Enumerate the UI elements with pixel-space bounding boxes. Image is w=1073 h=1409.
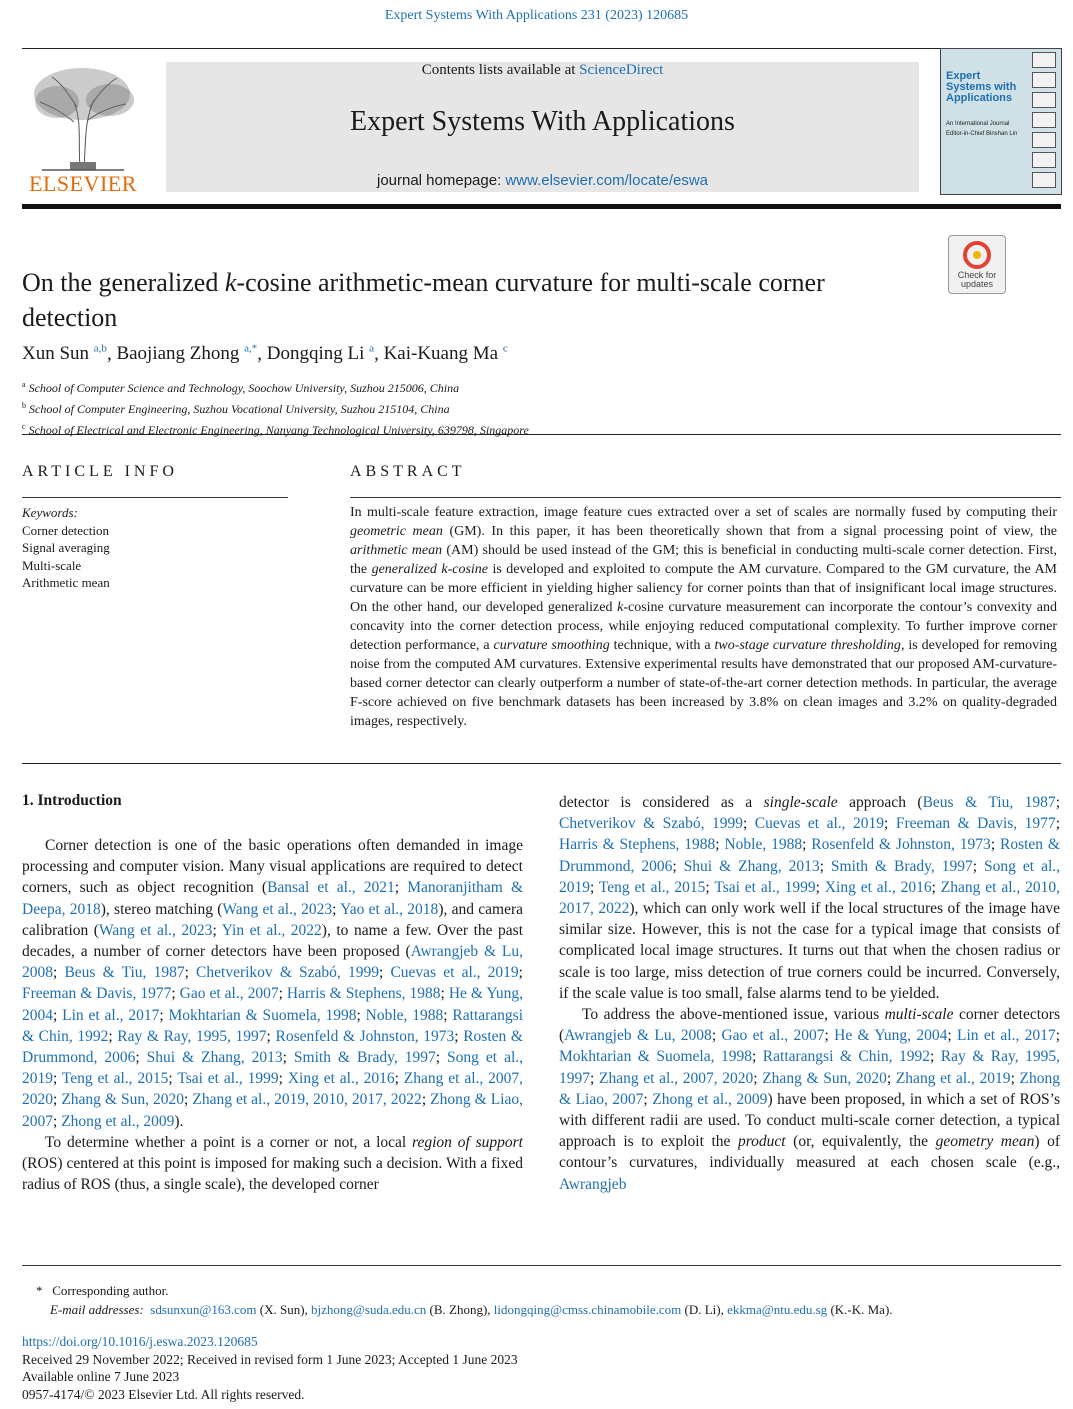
citation-link[interactable]: Lin et al., 2017	[956, 1027, 1056, 1045]
citation-link[interactable]: Zhong et al., 2009	[652, 1090, 768, 1108]
citation-link[interactable]: Song et al., 2019	[22, 1049, 524, 1088]
affiliation: $^a$ School of Computer Science and Technology, Soochow University, Suzhou 215006, China	[22, 380, 460, 395]
paragraph: To address the above-mentioned issue, various multi-scale corner detectors (Awrangjeb & Lu, 2008; Gao et al., 2007; He & Yung, 2004; Lin et al., 2017; Mokhtarian & Suomela, 1998; Rattarangsi & Chin, 1992; Ray & Ray, 1995, 1997; Zhang et al., 2007, 2020; Zhang & Sun, 2020; Zhang et al., 2019; Zhong & Liao, 2007; Zhong et al., 2009) have been proposed, in which a set of ROS’s with different radii are used. To conduct multi-scale corner detection, a typical approach is to exploit the product (or, equivalently, the geometry mean) of contour’s curvatures, individually measured at each chosen scale (e.g., Awrangjeb	[559, 1006, 1061, 1193]
keyword: Signal averaging	[22, 540, 110, 555]
citation-link[interactable]: Ray & Ray, 1995, 1997	[559, 1048, 1060, 1087]
citation-link[interactable]: Zhang et al., 2010, 2017, 2022	[559, 878, 1061, 918]
emphasis: single-scale	[763, 794, 838, 811]
citation-link[interactable]: Zhang et al., 2007, 2020	[22, 1070, 524, 1109]
citation-link[interactable]: Zhang et al., 2007, 2020	[598, 1069, 754, 1087]
email-link[interactable]: sdsunxun@163.com	[150, 1302, 257, 1317]
email-line: E-mail addresses: sdsunxun@163.com (X. Sun), bjzhong@suda.edu.cn (B. Zhong), lidongqing@cmss.chinamobile.com (D. Li), ekkma@ntu.edu.sg (K.-K. Ma).	[50, 1302, 893, 1317]
header-rule	[22, 48, 1061, 49]
paragraph: To determine whether a point is a corner or not, a local region of support (ROS) centered at this point is imposed for making such a decision. With a fixed radius of ROS (thus, a single scale), the developed corner	[22, 1133, 523, 1194]
citation-link[interactable]: Cuevas et al., 2019	[390, 964, 519, 982]
citation-link[interactable]: He & Yung, 2004	[834, 1027, 948, 1045]
emphasis: multi-scale	[884, 1006, 954, 1024]
citation-link[interactable]: Awrangjeb	[559, 1175, 627, 1193]
author[interactable]: Xun Sun $^{a,b}$	[22, 343, 107, 365]
emphasis: geometry mean	[935, 1133, 1035, 1151]
citation-link[interactable]: Ray & Ray, 1995, 1997	[117, 1027, 267, 1045]
check-for-updates-button[interactable]	[948, 235, 1006, 294]
citation-header[interactable]: Expert Systems With Applications 231 (2023) 120685	[384, 8, 689, 23]
section-heading: 1. Introduction	[22, 792, 122, 809]
journal-name: Expert Systems With Applications	[350, 106, 735, 137]
abstract-end-rule	[22, 763, 1061, 764]
citation-link[interactable]: Rosten & Drummond, 2006	[559, 836, 1060, 875]
affiliations	[22, 376, 529, 439]
check-updates-label: Check for updates	[957, 270, 997, 289]
citation-link[interactable]: Noble, 1988	[724, 836, 803, 854]
citation-link[interactable]: Zhong & Liao, 2007	[22, 1091, 523, 1130]
citation-link[interactable]: Manoranjitham & Deepa, 2018	[22, 879, 523, 918]
copyright: 0957-4174/© 2023 Elsevier Ltd. All rights reserved.	[22, 1386, 305, 1402]
affiliation: $^c$ School of Electrical and Electronic Engineering, Nanyang Technological University, 639798, Singapore	[22, 422, 529, 437]
paragraph: detector is considered as a single-scale approach (Beus & Tiu, 1987; Chetverikov & Szabó, 1999; Cuevas et al., 2019; Freeman & Davis, 1977; Harris & Stephens, 1988; Noble, 1988; Rosenfeld & Johnston, 1973; Rosten & Drummond, 2006; Shui & Zhang, 2013; Smith & Brady, 1997; Song et al., 2019; Teng et al., 2015; Tsai et al., 1999; Xing et al., 2016; Zhang et al., 2010, 2017, 2022), which can only work well if the local structures of the image have similar size. However, this is not the case for a typical image that consists of complicated local image structures. It turns out that when the chosen radius or scale is too large, miss detection of true corners could be incurred. Conversely, if the scale value is too small, false alarms tend to be yielded.	[559, 794, 1061, 1002]
citation-link[interactable]: Song et al., 2019	[559, 857, 1061, 896]
citation-link[interactable]: Gao et al., 2007	[179, 985, 279, 1003]
citation-link[interactable]: Zhong & Liao, 2007	[559, 1069, 1061, 1108]
citation-link[interactable]: Xing et al., 2016	[824, 878, 932, 896]
author[interactable]: Baojiang Zhong $^{a,*}$	[116, 343, 258, 365]
citation-link[interactable]: Tsai et al., 1999	[714, 878, 816, 896]
citation-link[interactable]: Gao et al., 2007	[721, 1027, 825, 1045]
paragraph: Corner detection is one of the basic operations often demanded in image processing and computer vision. Many visual applications are required to detect corners, such as object recognition (Bansal et al., 2021; Manoranjitham & Deepa, 2018), stereo matching (Wang et al., 2023; Yao et al., 2018), and camera calibration (Wang et al., 2023; Yin et al., 2022), to name a few. Over the past decades, a number of corner detectors have been proposed (Awrangjeb & Lu, 2008; Beus & Tiu, 1987; Chetverikov & Szabó, 1999; Cuevas et al., 2019; Freeman & Davis, 1977; Gao et al., 2007; Harris & Stephens, 1988; He & Yung, 2004; Lin et al., 2017; Mokhtarian & Suomela, 1998; Noble, 1988; Rattarangsi & Chin, 1992; Ray & Ray, 1995, 1997; Rosenfeld & Johnston, 1973; Rosten & Drummond, 2006; Shui & Zhang, 2013; Smith & Brady, 1997; Song et al., 2019; Teng et al., 2015; Tsai et al., 1999; Xing et al., 2016; Zhang et al., 2007, 2020; Zhang & Sun, 2020; Zhang et al., 2019, 2010, 2017, 2022; Zhong & Liao, 2007; Zhong et al., 2009).	[22, 837, 524, 1130]
citation-link[interactable]: Awrangjeb & Lu, 2008	[564, 1027, 712, 1045]
author[interactable]: Dongqing Li $^a$	[266, 343, 375, 365]
check-updates-icon	[963, 241, 991, 269]
available-online: Available online 7 June 2023	[22, 1369, 180, 1384]
citation-link[interactable]: Freeman & Davis, 1977	[895, 815, 1056, 833]
citation-link[interactable]: Bansal et al., 2021	[267, 879, 395, 897]
citation-link[interactable]: Tsai et al., 1999	[177, 1070, 279, 1088]
abstract-rule	[350, 497, 1061, 498]
citation-link[interactable]: Harris & Stephens, 1988	[286, 985, 441, 1003]
citation-link[interactable]: Yao et al., 2018	[340, 900, 439, 918]
cover-icon-strip	[1032, 52, 1058, 192]
emphasis: region of support	[412, 1133, 523, 1151]
abstract-text: In multi-scale feature extraction, image feature cues extracted over a set of scales are normally fused by computing their geometric mean (GM). In this paper, it has been theoretically shown that from a signal processing point of view, the arithmetic mean (AM) should be used instead of the GM; this is beneficial in conducting multi-scale corner detection. First, the generalized k-cosine is developed and exploited to compute the AM curvature. Compared to the GM curvature, the AM curvature can be more efficient in yielding higher saliency for corner points than that of insignificant local image structures. On the other hand, our developed generalized k-cosine curvature measurement can incorporate the contour’s convexity and concavity into the corner detection process, while enjoying reduced computational complexity. To further improve corner detection performance, a curvature smoothing technique, with a two-stage curvature thresholding, is developed for removing noise from the computed AM curvatures. Extensive experimental results have demonstrated that our proposed AM-curvature-based corner detector can clearly outperform a number of state-of-the-art corner detection methods. In particular, the average F-score achieved on five benchmark datasets has been increased by 3.8% on clean images and 3.2% on quality-degraded images, respectively.	[350, 505, 1057, 729]
citation-link[interactable]: Rattarangsi & Chin, 1992	[762, 1048, 930, 1066]
citation-link[interactable]: Rattarangsi & Chin, 1992	[22, 1006, 524, 1045]
citation-link[interactable]: Harris & Stephens, 1988	[559, 836, 716, 854]
citation-link[interactable]: Freeman & Davis, 1977	[22, 985, 172, 1003]
citation-link[interactable]: Lin et al., 2017	[62, 1006, 160, 1024]
citation-link[interactable]: Zhang & Sun, 2020	[61, 1091, 185, 1109]
contents-line	[166, 62, 919, 79]
left-column	[22, 835, 523, 1195]
citation-link[interactable]: Mokhtarian & Suomela, 1998	[559, 1048, 752, 1066]
publication-info	[22, 1333, 518, 1403]
article-info-heading: ARTICLE INFO	[22, 463, 178, 480]
keyword: Corner detection	[22, 522, 109, 538]
keyword: Arithmetic mean	[22, 575, 110, 590]
citation-link[interactable]: Cuevas et al., 2019	[754, 815, 885, 833]
keywords-label: Keywords:	[22, 505, 78, 520]
email-label: E-mail addresses:	[50, 1302, 144, 1317]
right-column	[559, 792, 1060, 1195]
citation-link[interactable]: Zhang & Sun, 2020	[762, 1069, 887, 1087]
citation-link[interactable]: Smith & Brady, 1997	[293, 1049, 436, 1067]
email-link[interactable]: lidongqing@cmss.chinamobile.com	[493, 1302, 682, 1317]
author-list: Xun Sun $^{a,b}$, Baojiang Zhong $^{a,*}$, Dongqing Li $^a$, Kai-Kuang Ma $^c$	[22, 343, 508, 365]
citation-link[interactable]: Shui & Zhang, 2013	[683, 857, 820, 875]
homepage-link[interactable]: www.elsevier.com/locate/eswa	[505, 172, 709, 189]
citation-link[interactable]: Chetverikov & Szabó, 1999	[559, 815, 743, 833]
header-thick-rule	[22, 204, 1061, 209]
citation-link[interactable]: Wang et al., 2023	[98, 921, 213, 939]
citation-link[interactable]: Xing et al., 2016	[287, 1070, 395, 1088]
citation-link[interactable]: Teng et al., 2015	[598, 878, 706, 896]
cover-subtitle	[946, 121, 1026, 138]
citation-link[interactable]: Chetverikov & Szabó, 1999	[196, 964, 379, 982]
article-info-rule	[22, 497, 288, 498]
citation-link[interactable]: Rosenfeld & Johnston, 1973	[811, 836, 991, 854]
email-link[interactable]: bjzhong@suda.edu.cn	[311, 1302, 427, 1317]
cover-editor: Editor-in-Chief Binshan Lin	[946, 131, 1018, 137]
affiliation-rule	[22, 434, 1061, 435]
emphasis: product	[737, 1133, 786, 1151]
citation-link[interactable]: Beus & Tiu, 1987	[922, 794, 1056, 811]
publisher-name: ELSEVIER	[29, 171, 137, 196]
sciencedirect-link[interactable]: ScienceDirect	[579, 62, 664, 78]
keywords-block	[22, 504, 110, 592]
citation-link[interactable]: Yin et al., 2022	[221, 921, 322, 939]
citation-link[interactable]: He & Yung, 2004	[22, 985, 524, 1024]
citation-link[interactable]: Zhang et al., 2019	[895, 1069, 1011, 1087]
footnote-rule	[22, 1265, 1061, 1266]
cover-title: Expert Systems with Applications	[946, 70, 1017, 104]
citation-link[interactable]: Shui & Zhang, 2013	[146, 1049, 283, 1067]
homepage-line	[166, 172, 919, 189]
citation-link[interactable]: Zhong et al., 2009	[61, 1112, 175, 1130]
abstract-heading: ABSTRACT	[350, 463, 466, 480]
received-dates: Received 29 November 2022; Received in revised form 1 June 2023; Accepted 1 June 2023	[22, 1351, 518, 1367]
corresponding-note: * Corresponding author.	[36, 1283, 169, 1298]
article-title: On the generalized k-cosine arithmetic-mean curvature for multi-scale corner detection	[22, 268, 825, 332]
journal-cover-thumbnail[interactable]	[940, 48, 1062, 195]
citation-link[interactable]: Wang et al., 2023	[222, 900, 333, 918]
citation-link[interactable]: Beus & Tiu, 1987	[64, 964, 185, 982]
cover-subtitle-text: An International Journal	[946, 121, 1010, 127]
citation-link[interactable]: Awrangjeb & Lu, 2008	[22, 943, 523, 982]
citation-link[interactable]: Mokhtarian & Suomela, 1998	[168, 1006, 357, 1024]
citation-link[interactable]: Zhang et al., 2019, 2010, 2017, 2022	[192, 1091, 422, 1109]
doi-link[interactable]: https://doi.org/10.1016/j.eswa.2023.120685	[22, 1334, 258, 1349]
homepage-prefix: journal homepage:	[376, 172, 502, 189]
keyword: Multi-scale	[22, 557, 82, 573]
footnote	[22, 1281, 893, 1319]
affiliation: $^b$ School of Computer Engineering, Suzhou Vocational University, Suzhou 215104, China	[22, 401, 450, 416]
author[interactable]: Kai-Kuang Ma $^c$	[383, 343, 508, 365]
citation-link[interactable]: Teng et al., 2015	[61, 1070, 169, 1088]
email-link[interactable]: ekkma@ntu.edu.sg	[727, 1302, 828, 1317]
contents-prefix: Contents lists available at	[421, 62, 576, 78]
citation-link[interactable]: Rosenfeld & Johnston, 1973	[275, 1027, 455, 1045]
citation-link[interactable]: Smith & Brady, 1997	[830, 857, 973, 875]
citation-link[interactable]: Rosten & Drummond, 2006	[22, 1027, 523, 1067]
citation-link[interactable]: Noble, 1988	[365, 1006, 444, 1024]
